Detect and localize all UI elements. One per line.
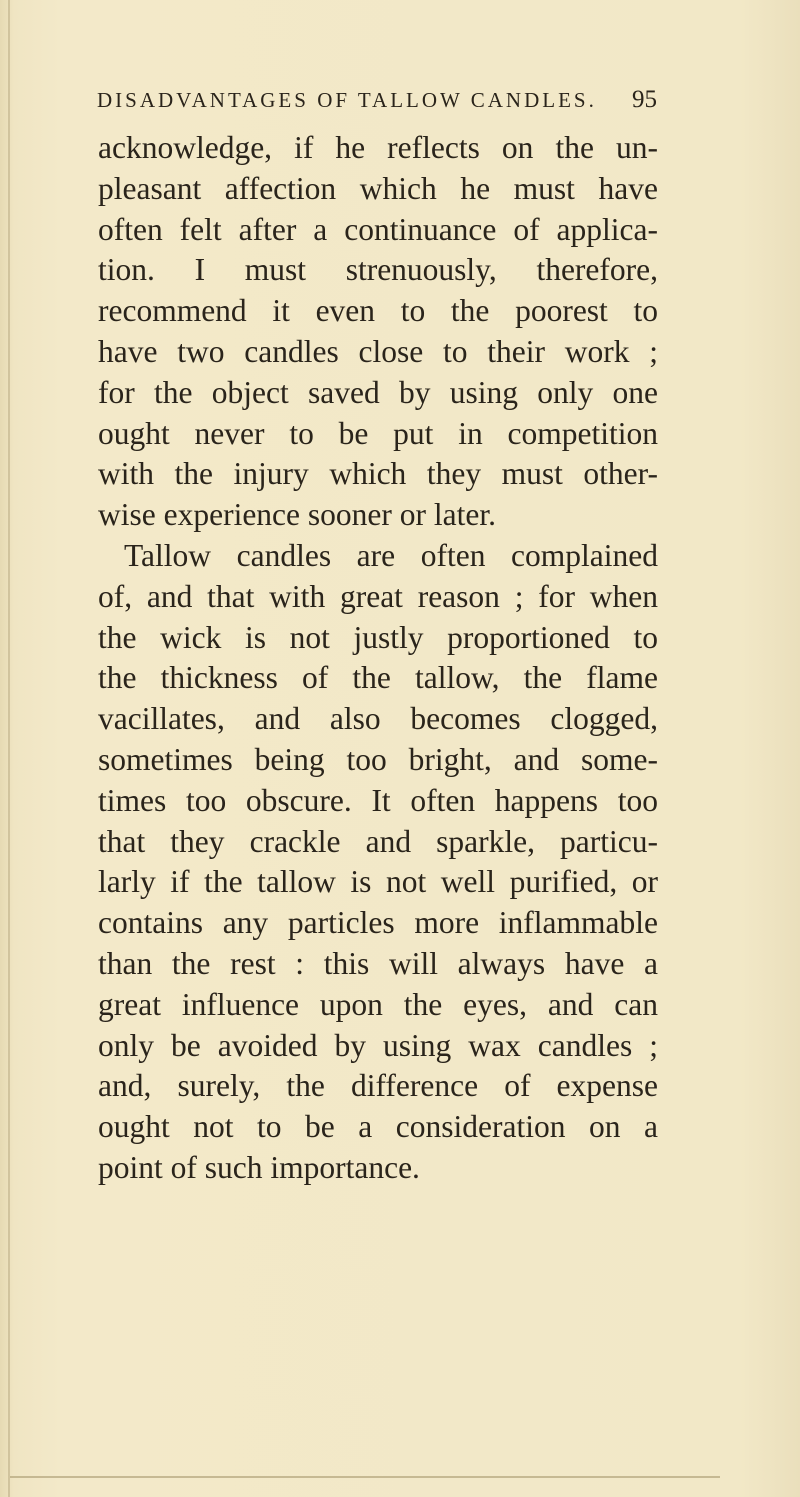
running-head-title: DISADVANTAGES OF TALLOW CANDLES. [97, 88, 597, 112]
body-text [98, 128, 658, 1189]
text-line: tion. I must strenuously, therefore, [98, 252, 658, 288]
text-line: often felt after a continuance of applica- [98, 211, 658, 247]
text-line: times too obscure. It often happens too [98, 782, 658, 818]
text-line: vacillates, and also becomes clogged, [98, 701, 658, 737]
text-line: than the rest : this will always have a [98, 945, 658, 981]
text-line: ought never to be put in competition [98, 415, 658, 451]
text-line: recommend it even to the poorest to [98, 293, 658, 329]
text-line: wise experience sooner or later. [98, 497, 496, 533]
text-line: with the injury which they must other- [98, 456, 658, 492]
text-line: of, and that with great reason ; for when [98, 578, 658, 614]
text-line: pleasant affection which he must have [98, 170, 658, 206]
text-line: point of such importance. [98, 1149, 420, 1185]
text-line: only be avoided by using wax candles ; [98, 1027, 658, 1063]
running-head [97, 86, 657, 122]
text-line: for the object saved by using only one [98, 374, 658, 410]
text-line: larly if the tallow is not well purified, or [98, 864, 658, 900]
text-line: and, surely, the difference of expense [98, 1068, 658, 1104]
text-line: the thickness of the tallow, the flame [98, 660, 658, 696]
text-line: great influence upon the eyes, and can [98, 986, 658, 1022]
page-bottom-rule [10, 1476, 720, 1478]
text-line: acknowledge, if he reflects on the un- [98, 130, 658, 165]
page-number: 95 [632, 86, 657, 113]
text-line: ought not to be a consideration on a [98, 1109, 658, 1145]
text-line: contains any particles more inflammable [98, 905, 658, 941]
text-line: the wick is not justly proportioned to [98, 619, 658, 655]
text-line: sometimes being too bright, and some- [98, 741, 658, 777]
text-line: Tallow candles are often complained [124, 537, 658, 573]
page-edge-line [8, 0, 10, 1497]
text-line: that they crackle and sparkle, particu- [98, 823, 658, 859]
text-line: have two candles close to their work ; [98, 333, 658, 369]
